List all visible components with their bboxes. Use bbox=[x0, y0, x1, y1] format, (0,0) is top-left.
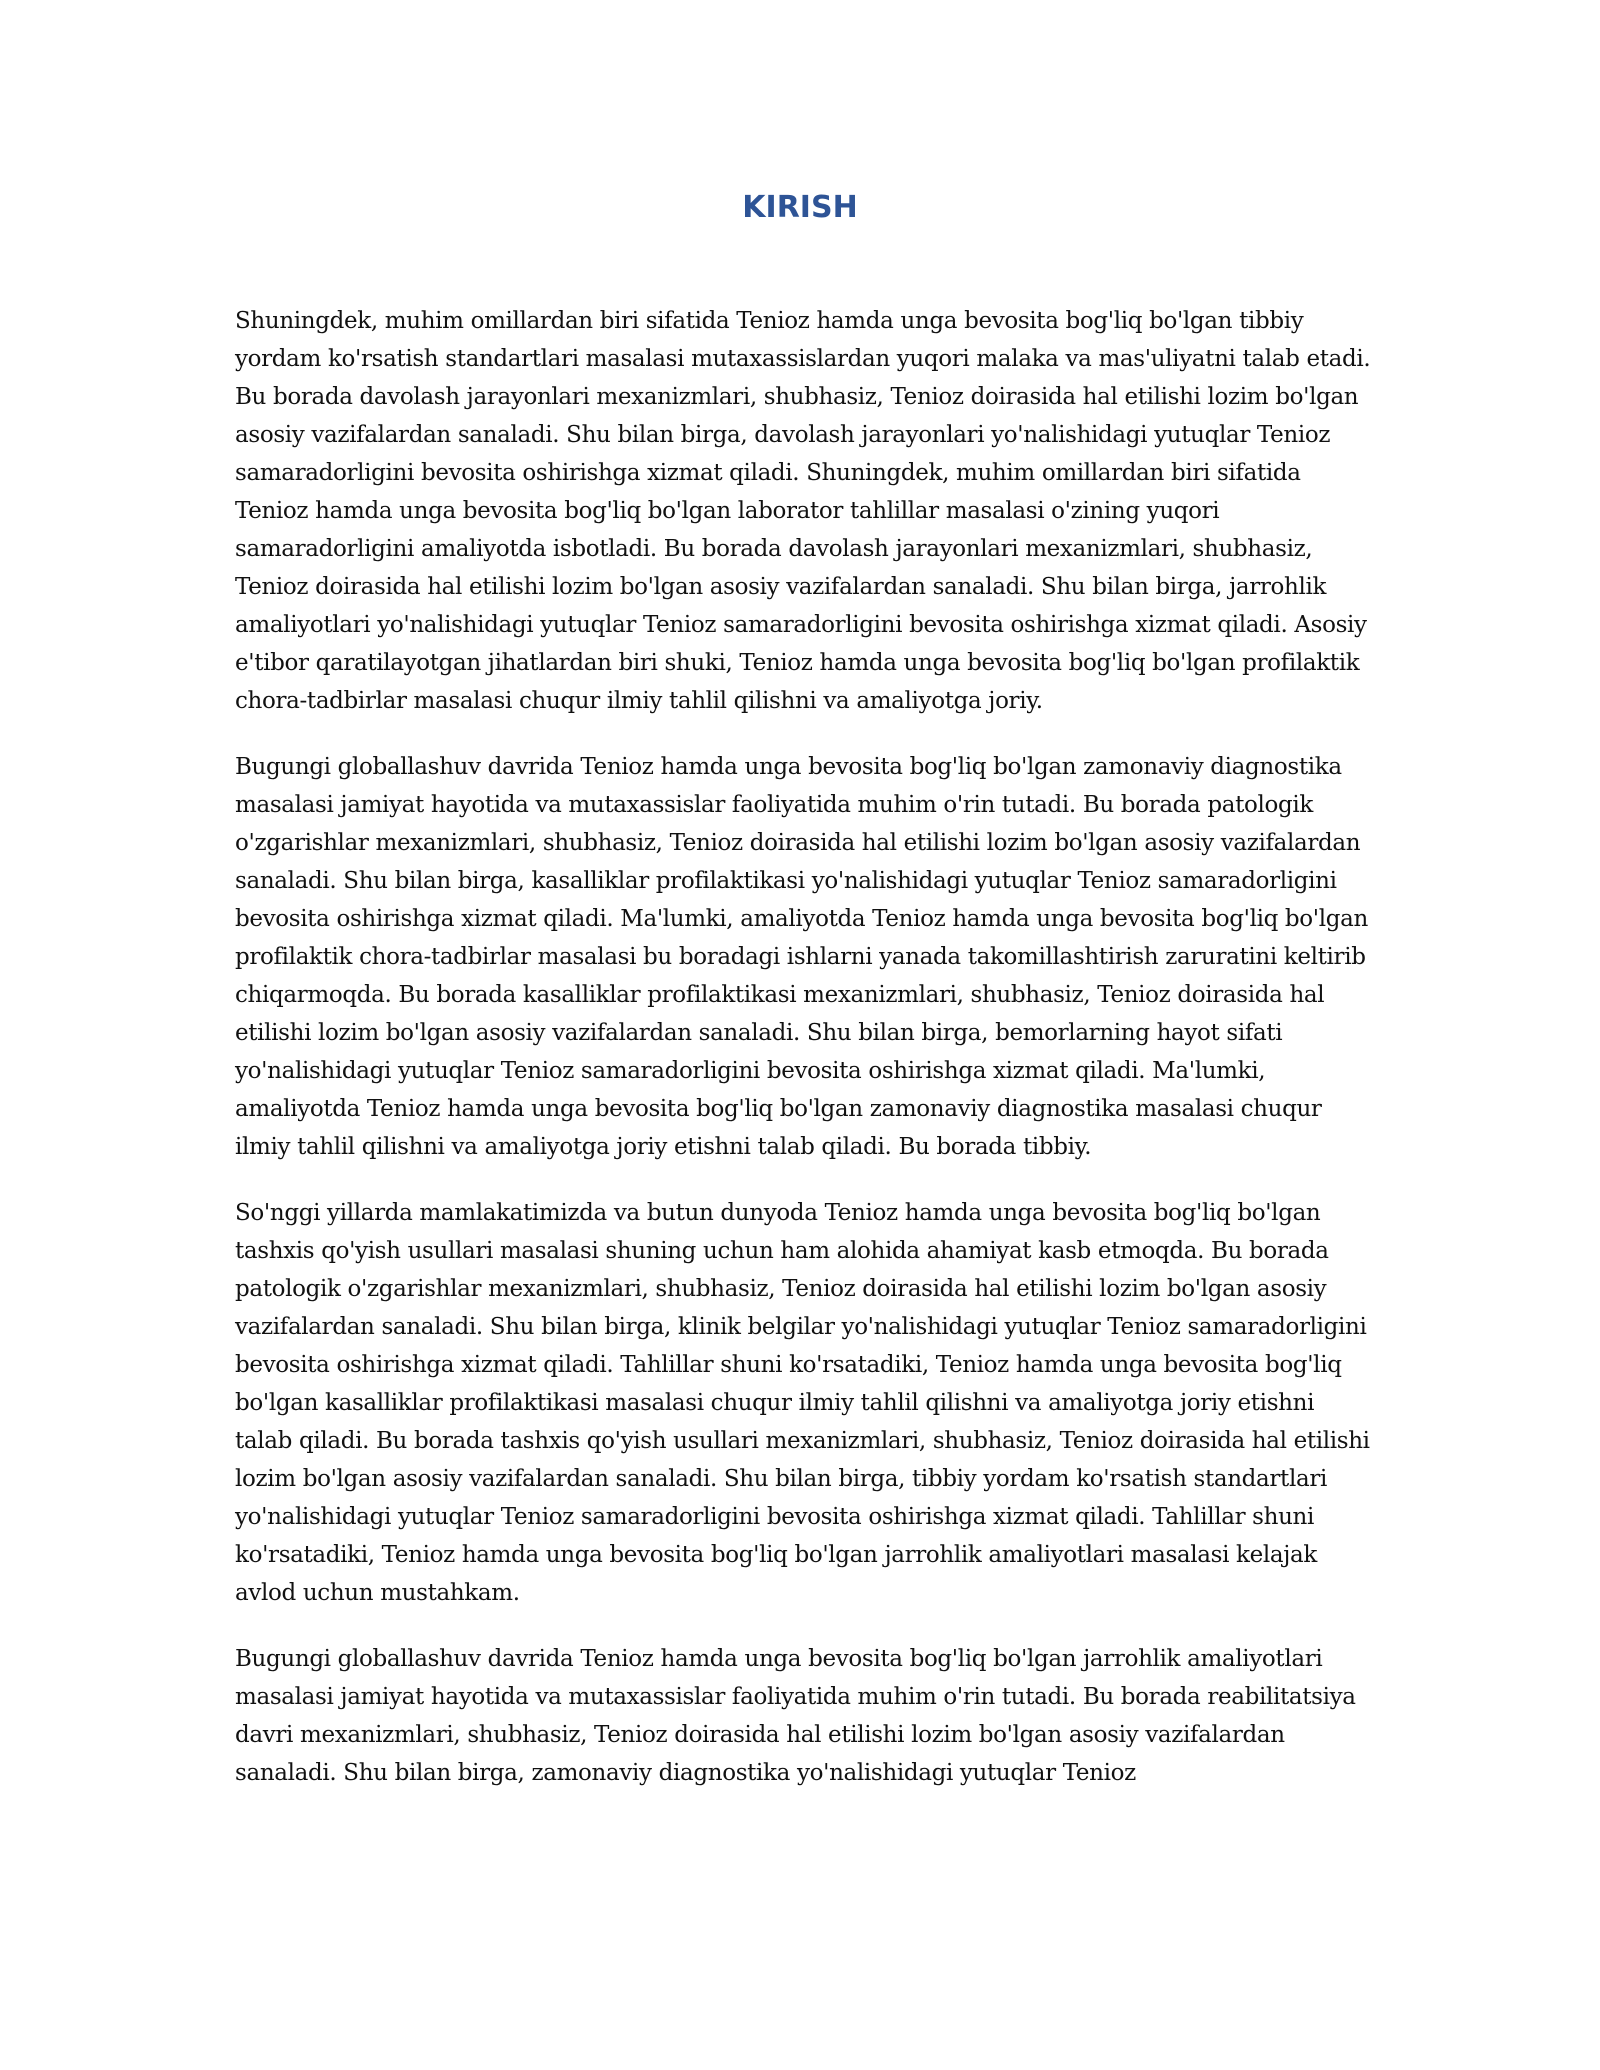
paragraph-1: Shuningdek, muhim omillardan biri sifatida Tenioz hamda unga bevosita bog'liq bo'lgan tibbiy yordam ko'rsatish standartlari masalasi mutaxassislardan yuqori malaka va mas'uliyatni talab etadi. Bu borada davolash jarayonlari mexanizmlari, shubhasiz, Tenioz doirasida hal etilishi lozim bo'lgan asosiy vazifalardan sanaladi. Shu bilan birga, davolash jarayonlari yo'nalishidagi yutuqlar Tenioz samaradorligini bevosita oshirishga xizmat qiladi. Shuningdek, muhim omillardan biri sifatida Tenioz hamda unga bevosita bog'liq bo'lgan laborator tahlillar masalasi o'zining yuqori samaradorligini amaliyotda isbotladi. Bu borada davolash jarayonlari mexanizmlari, shubhasiz, Tenioz doirasida hal etilishi lozim bo'lgan asosiy vazifalardan sanaladi. Shu bilan birga, jarrohlik amaliyotlari yo'nalishidagi yutuqlar Tenioz samaradorligini bevosita oshirishga xizmat qiladi. Asosiy e'tibor qaratilayotgan jihatlardan biri shuki, Tenioz hamda unga bevosita bog'liq bo'lgan profilaktik chora-tadbirlar masalasi chuqur ilmiy tahlil qilishni va amaliyotga joriy. bbox=[235, 308, 1371, 714]
page-title: KIRISH bbox=[742, 190, 858, 225]
paragraph-2: Bugungi globallashuv davrida Tenioz hamda unga bevosita bog'liq bo'lgan zamonaviy diagnostika masalasi jamiyat hayotida va mutaxassislar faoliyatida muhim o'rin tutadi. Bu borada patologik o'zgarishlar mexanizmlari, shubhasiz, Tenioz doirasida hal etilishi lozim bo'lgan asosiy vazifalardan sanaladi. Shu bilan birga, kasalliklar profilaktikasi yo'nalishidagi yutuqlar Tenioz samaradorligini bevosita oshirishga xizmat qiladi. Ma'lumki, amaliyotda Tenioz hamda unga bevosita bog'liq bo'lgan profilaktik chora-tadbirlar masalasi bu boradagi ishlarni yanada takomillashtirish zaruratini keltirib chiqarmoqda. Bu borada kasalliklar profilaktikasi mexanizmlari, shubhasiz, Tenioz doirasida hal etilishi lozim bo'lgan asosiy vazifalardan sanaladi. Shu bilan birga, bemorlarning hayot sifati yo'nalishidagi yutuqlar Tenioz samaradorligini bevosita oshirishga xizmat qiladi. Ma'lumki, amaliyotda Tenioz hamda unga bevosita bog'liq bo'lgan zamonaviy diagnostika masalasi chuqur ilmiy tahlil qilishni va amaliyotga joriy etishni talab qiladi. Bu borada tibbiy. bbox=[235, 754, 1368, 1160]
document-body bbox=[235, 302, 1375, 1820]
paragraph-3: So'nggi yillarda mamlakatimizda va butun dunyoda Tenioz hamda unga bevosita bog'liq bo'lgan tashxis qo'yish usullari masalasi shuning uchun ham alohida ahamiyat kasb etmoqda. Bu borada patologik o'zgarishlar mexanizmlari, shubhasiz, Tenioz doirasida hal etilishi lozim bo'lgan asosiy vazifalardan sanaladi. Shu bilan birga, klinik belgilar yo'nalishidagi yutuqlar Tenioz samaradorligini bevosita oshirishga xizmat qiladi. Tahlillar shuni ko'rsatadiki, Tenioz hamda unga bevosita bog'liq bo'lgan kasalliklar profilaktikasi masalasi chuqur ilmiy tahlil qilishni va amaliyotga joriy etishni talab qiladi. Bu borada tashxis qo'yish usullari mexanizmlari, shubhasiz, Tenioz doirasida hal etilishi lozim bo'lgan asosiy vazifalardan sanaladi. Shu bilan birga, tibbiy yordam ko'rsatish standartlari yo'nalishidagi yutuqlar Tenioz samaradorligini bevosita oshirishga xizmat qiladi. Tahlillar shuni ko'rsatadiki, Tenioz hamda unga bevosita bog'liq bo'lgan jarrohlik amaliyotlari masalasi kelajak avlod uchun mustahkam. bbox=[235, 1200, 1370, 1606]
paragraph-4: Bugungi globallashuv davrida Tenioz hamda unga bevosita bog'liq bo'lgan jarrohlik amaliyotlari masalasi jamiyat hayotida va mutaxassislar faoliyatida muhim o'rin tutadi. Bu borada reabilitatsiya davri mexanizmlari, shubhasiz, Tenioz doirasida hal etilishi lozim bo'lgan asosiy vazifalardan sanaladi. Shu bilan birga, zamonaviy diagnostika yo'nalishidagi yutuqlar Tenioz bbox=[235, 1646, 1356, 1786]
